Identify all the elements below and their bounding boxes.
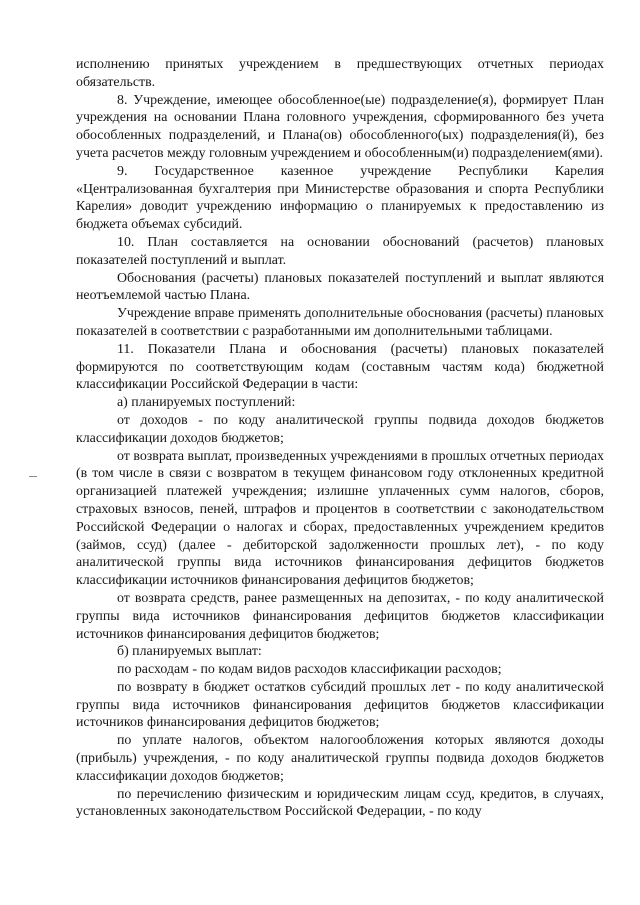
paragraph-subitem-b: б) планируемых выплат:: [117, 644, 262, 660]
paragraph-return-of-payments: от возврата выплат, произведенных учреждениями в прошлых отчетных периодах (в том числе в связи с возвратом в текущем финансовом году отклоненных кредитной организацией платежей учреждения; излишне уплаченных сумм налогов, сборов, страховых взносов, пеней, штрафов и процентов в соответствии с законодательством Российской Федерации о налогах и сборах, предоставленных учреждением кредитов (займов, ссуд) (далее - дебиторской задолженности прошлых лет), - по коду аналитической группы вида источников финансирования дефицитов бюджетов классификации источников финансирования дефицитов бюджетов;: [76, 448, 604, 589]
margin-mark: [29, 476, 37, 477]
paragraph-subitem-a: а) планируемых поступлений:: [117, 395, 296, 411]
paragraph-revenues: от доходов - по коду аналитической группы подвида доходов бюджетов классификации доходов бюджетов;: [76, 412, 604, 446]
paragraph-justifications: Обоснования (расчеты) плановых показателей поступлений и выплат являются неотъемлемой частью Плана.: [76, 270, 604, 304]
paragraph-item-10: 10. План составляется на основании обоснований (расчетов) плановых показателей поступлений и выплат.: [76, 234, 604, 268]
paragraph-return-of-deposits: от возврата средств, ранее размещенных на депозитах, - по коду аналитической группы вида источников финансирования дефицитов бюджетов классификации источников финансирования дефицитов бюджетов;: [76, 590, 604, 642]
paragraph-item-8: 8. Учреждение, имеющее обособленное(ые) подразделение(я), формирует План учреждения на основании Плана головного учреждения, сформированного без учета обособленных подразделений, и Плана(ов) обособленного(ых) подразделения(й), без учета расчетов между головным учреждением и обособленным(и) подразделением(ями).: [76, 92, 604, 161]
paragraph-additional-justifications: Учреждение вправе применять дополнительные обоснования (расчеты) плановых показателей в соответствии с разработанными им дополнительными таблицами.: [76, 306, 604, 339]
paragraph-loan-transfer: по перечислению физическим и юридическим лицам ссуд, кредитов, в случаях, установленных законодательством Российской Федерации, - по коду: [76, 786, 604, 820]
paragraph-tax-payment: по уплате налогов, объектом налогообложения которых являются доходы (прибыль) учреждения, - по коду аналитической группы подвида доходов бюджетов классификации доходов бюджетов;: [76, 733, 604, 784]
paragraph-item-11: 11. Показатели Плана и обоснования (расчеты) плановых показателей формируются по соответствующим кодам (составным частям кода) бюджетной классификации Российской Федерации в части:: [76, 341, 604, 393]
paragraph-continuation: исполнению принятых учреждением в предшествующих отчетных периодах обязательств.: [76, 57, 604, 90]
paragraph-expenses: по расходам - по кодам видов расходов классификации расходов;: [117, 662, 502, 678]
paragraph-item-9: 9. Государственное казенное учреждение Республики Карелия «Централизованная бухгалтерия при Министерстве образования и спорта Республики Карелия» доводит учреждению информацию о планируемых к предоставлению из бюджета объемах субсидий.: [76, 163, 604, 233]
paragraph-return-of-subsidies: по возврату в бюджет остатков субсидий прошлых лет - по коду аналитической группы вида источников финансирования дефицитов бюджетов классификации источников финансирования дефицитов бюджетов;: [76, 679, 604, 731]
